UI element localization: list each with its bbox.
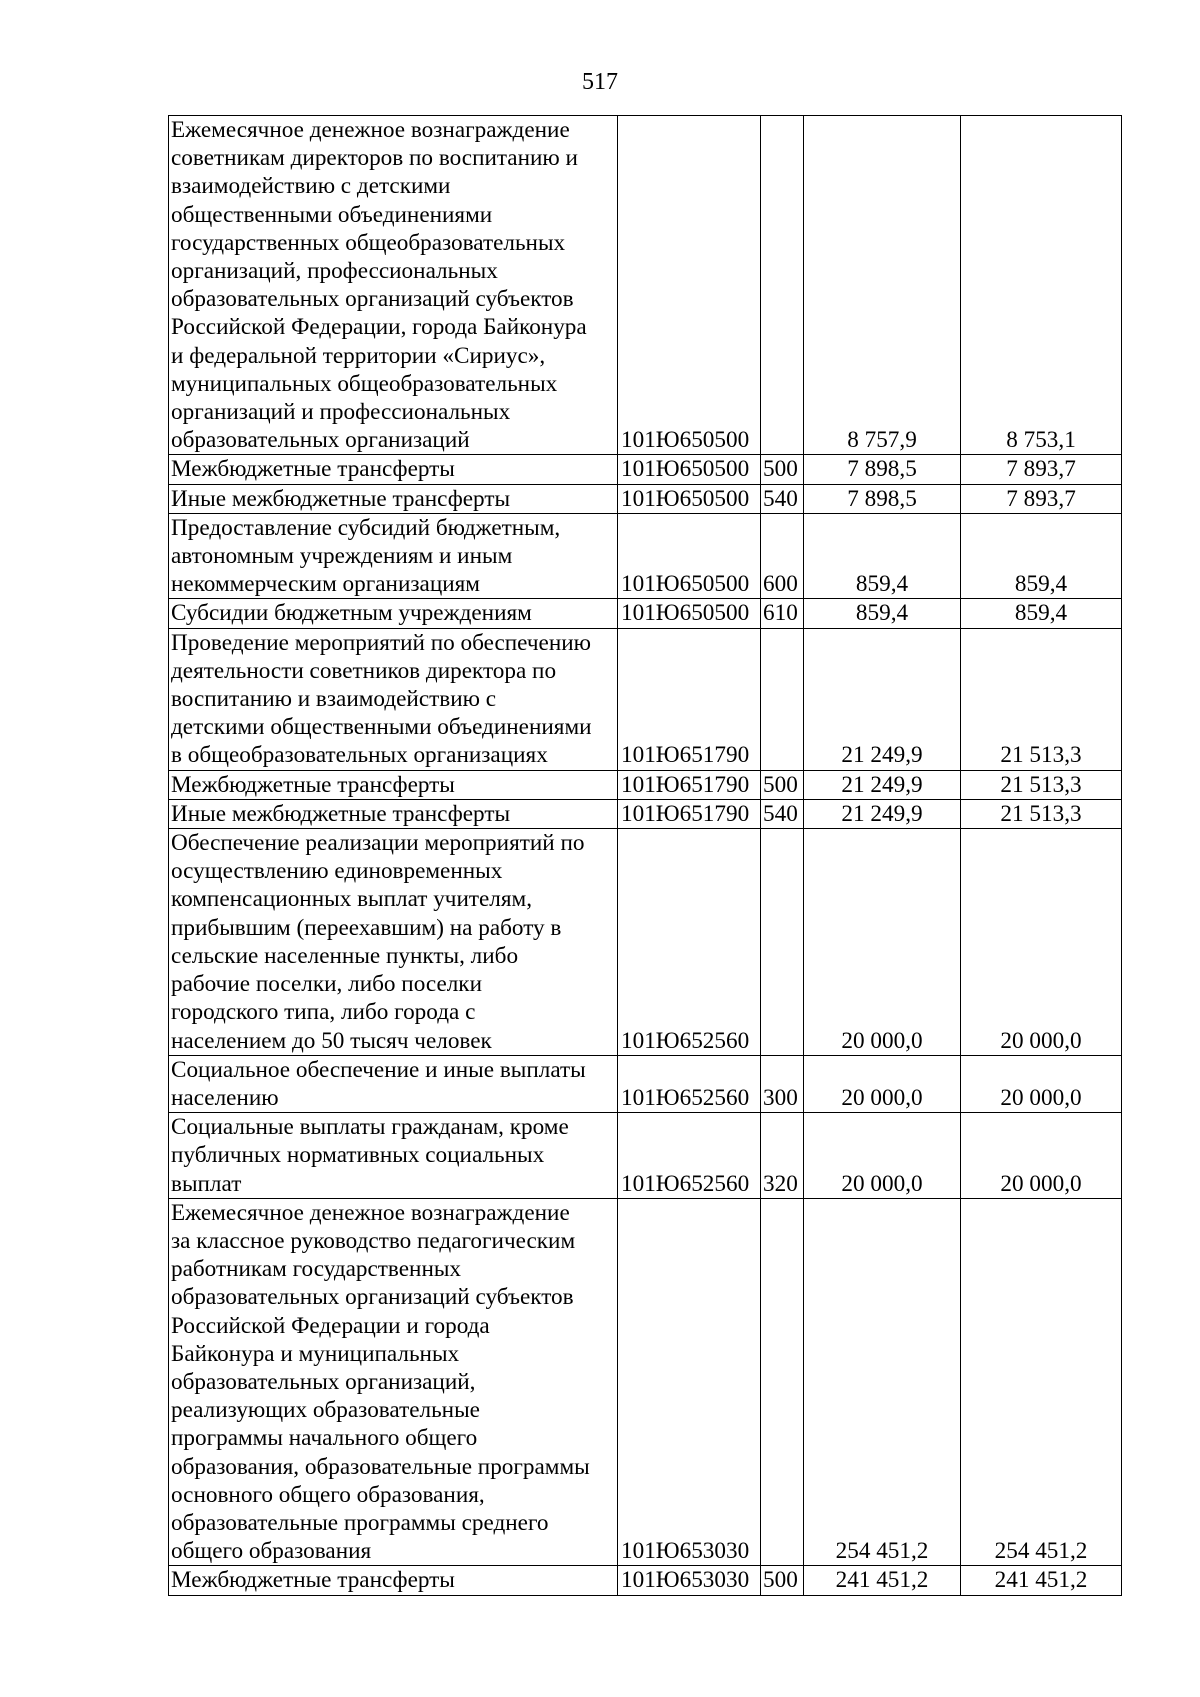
row-name-line: организаций и профессиональных (171, 399, 511, 426)
row-name-cell (169, 799, 618, 828)
row-name-cell (169, 599, 618, 628)
expense-type-code-cell (761, 829, 804, 1056)
amount-year1-cell: 21 249,9 (804, 770, 961, 799)
row-name-line: рабочие поселки, либо поселки (171, 971, 482, 998)
amount-year1-cell: 21 249,9 (804, 628, 961, 770)
target-article-code-cell: 101Ю650500 (618, 455, 761, 484)
row-name-line: программы начального общего (171, 1425, 478, 1452)
row-name-cell (169, 829, 618, 1056)
row-name-line: Российской Федерации, города Байконура (171, 314, 587, 341)
row-name-line: сельские населенные пункты, либо (171, 942, 519, 969)
row-name-line: деятельности советников директора по (171, 657, 557, 684)
row-name-line: работникам государственных (171, 1256, 462, 1283)
row-name-line: в общеобразовательных организациях (171, 742, 548, 769)
table-row (169, 770, 1122, 799)
row-name-line: городского типа, либо города с (171, 999, 476, 1026)
table-row (169, 455, 1122, 484)
expense-type-code-cell (761, 628, 804, 770)
row-name-line: муниципальных общеобразовательных (171, 370, 558, 397)
budget-table (168, 115, 1122, 1596)
table-row (169, 829, 1122, 1056)
row-name-line: некоммерческим организациям (171, 571, 480, 598)
row-name-line: детскими общественными объединениями (171, 714, 592, 741)
expense-type-code-cell (761, 116, 804, 455)
row-name-line: советникам директоров по воспитанию и (171, 145, 578, 172)
expense-type-code-cell: 500 (761, 770, 804, 799)
amount-year2-cell: 8 753,1 (961, 116, 1122, 455)
expense-type-code-cell: 540 (761, 484, 804, 513)
amount-year2-cell: 20 000,0 (961, 829, 1122, 1056)
row-name-line: осуществлению единовременных (171, 858, 503, 885)
amount-year1-cell: 241 451,2 (804, 1566, 961, 1595)
amount-year2-cell: 21 513,3 (961, 628, 1122, 770)
table-row (169, 599, 1122, 628)
table-row (169, 628, 1122, 770)
table-row (169, 799, 1122, 828)
expense-type-code-cell: 610 (761, 599, 804, 628)
amount-year1-cell: 21 249,9 (804, 799, 961, 828)
amount-year1-cell: 859,4 (804, 513, 961, 599)
amount-year2-cell: 21 513,3 (961, 799, 1122, 828)
row-name-line: организаций, профессиональных (171, 258, 498, 285)
amount-year2-cell: 241 451,2 (961, 1566, 1122, 1595)
target-article-code-cell: 101Ю650500 (618, 484, 761, 513)
target-article-code-cell: 101Ю650500 (618, 599, 761, 628)
table-row (169, 513, 1122, 599)
amount-year2-cell: 254 451,2 (961, 1198, 1122, 1566)
table-row (169, 116, 1122, 455)
table-row (169, 1055, 1122, 1112)
row-name-line: автономным учреждениям и иным (171, 543, 513, 570)
amount-year1-cell: 20 000,0 (804, 1055, 961, 1112)
row-name-line: и федеральной территории «Сириус», (171, 342, 546, 369)
expense-type-code-cell: 300 (761, 1055, 804, 1112)
table-row (169, 1113, 1122, 1199)
row-name-line: населению (171, 1084, 279, 1111)
row-name-line: Ежемесячное денежное вознаграждение (171, 117, 570, 143)
target-article-code-cell: 101Ю652560 (618, 1113, 761, 1199)
row-name-line: общественными объединениями (171, 201, 493, 228)
expense-type-code-cell: 540 (761, 799, 804, 828)
row-name-line: Ежемесячное денежное вознаграждение (171, 1199, 570, 1226)
row-name-line: прибывшим (переехавшим) на работу в (171, 914, 562, 941)
target-article-code-cell: 101Ю652560 (618, 829, 761, 1056)
row-name-cell (169, 1055, 618, 1112)
target-article-code-cell: 101Ю651790 (618, 770, 761, 799)
row-name-line: взаимодействию с детскими (171, 173, 451, 200)
row-name-line: образовательных организаций субъектов (171, 286, 574, 313)
row-name-line: за классное руководство педагогическим (171, 1227, 576, 1254)
target-article-code-cell: 101Ю652560 (618, 1055, 761, 1112)
row-name-cell (169, 1198, 618, 1566)
row-name-line: Байконура и муниципальных (171, 1340, 460, 1367)
target-article-code-cell: 101Ю653030 (618, 1198, 761, 1566)
amount-year1-cell: 8 757,9 (804, 116, 961, 455)
row-name-line: реализующих образовательные (171, 1397, 480, 1424)
target-article-code-cell: 101Ю650500 (618, 116, 761, 455)
table-row (169, 484, 1122, 513)
row-name-cell (169, 1566, 618, 1595)
row-name-cell (169, 455, 618, 484)
row-name-line: Субсидии бюджетным учреждениям (171, 600, 532, 627)
page-number: 517 (582, 69, 618, 95)
amount-year2-cell: 7 893,7 (961, 455, 1122, 484)
table-row (169, 1198, 1122, 1566)
row-name-line: Межбюджетные трансферты (171, 456, 455, 483)
row-name-line: компенсационных выплат учителям, (171, 886, 533, 913)
target-article-code-cell: 101Ю651790 (618, 628, 761, 770)
expense-type-code-cell (761, 1198, 804, 1566)
amount-year1-cell: 20 000,0 (804, 829, 961, 1056)
amount-year2-cell: 7 893,7 (961, 484, 1122, 513)
row-name-line: Социальное обеспечение и иные выплаты (171, 1056, 586, 1083)
target-article-code-cell: 101Ю650500 (618, 513, 761, 599)
amount-year2-cell: 21 513,3 (961, 770, 1122, 799)
row-name-line: воспитанию и взаимодействию с (171, 686, 497, 713)
row-name-cell (169, 1113, 618, 1199)
expense-type-code-cell: 500 (761, 455, 804, 484)
row-name-line: Иные межбюджетные трансферты (171, 800, 511, 827)
expense-type-code-cell: 600 (761, 513, 804, 599)
amount-year1-cell: 7 898,5 (804, 484, 961, 513)
row-name-line: Иные межбюджетные трансферты (171, 485, 511, 512)
row-name-line: основного общего образования, (171, 1481, 485, 1508)
expense-type-code-cell: 320 (761, 1113, 804, 1199)
row-name-line: образовательных организаций субъектов (171, 1284, 574, 1311)
row-name-line: образовательных организаций, (171, 1368, 476, 1395)
amount-year1-cell: 859,4 (804, 599, 961, 628)
amount-year2-cell: 859,4 (961, 513, 1122, 599)
row-name-line: публичных нормативных социальных (171, 1142, 545, 1169)
amount-year1-cell: 7 898,5 (804, 455, 961, 484)
row-name-line: Предоставление субсидий бюджетным, (171, 514, 561, 541)
amount-year2-cell: 20 000,0 (961, 1055, 1122, 1112)
row-name-line: образовательные программы среднего (171, 1509, 549, 1536)
row-name-line: образовательных организаций (171, 427, 470, 454)
row-name-line: Проведение мероприятий по обеспечению (171, 629, 591, 656)
row-name-line: общего образования (171, 1538, 372, 1565)
row-name-line: государственных общеобразовательных (171, 229, 566, 256)
row-name-cell (169, 116, 618, 455)
row-name-cell (169, 513, 618, 599)
row-name-line: Социальные выплаты гражданам, кроме (171, 1114, 569, 1141)
budget-table-body (169, 116, 1122, 1596)
expense-type-code-cell: 500 (761, 1566, 804, 1595)
target-article-code-cell: 101Ю653030 (618, 1566, 761, 1595)
row-name-line: образования, образовательные программы (171, 1453, 590, 1480)
row-name-line: Обеспечение реализации мероприятий по (171, 830, 585, 857)
table-row (169, 1566, 1122, 1595)
row-name-line: Российской Федерации и города (171, 1312, 490, 1339)
amount-year2-cell: 20 000,0 (961, 1113, 1122, 1199)
row-name-cell (169, 484, 618, 513)
row-name-cell (169, 770, 618, 799)
row-name-line: Межбюджетные трансферты (171, 771, 455, 798)
row-name-line: Межбюджетные трансферты (171, 1567, 455, 1594)
target-article-code-cell: 101Ю651790 (618, 799, 761, 828)
amount-year2-cell: 859,4 (961, 599, 1122, 628)
amount-year1-cell: 20 000,0 (804, 1113, 961, 1199)
row-name-line: населением до 50 тысяч человек (171, 1027, 492, 1054)
row-name-cell (169, 628, 618, 770)
row-name-line: выплат (171, 1170, 242, 1197)
amount-year1-cell: 254 451,2 (804, 1198, 961, 1566)
